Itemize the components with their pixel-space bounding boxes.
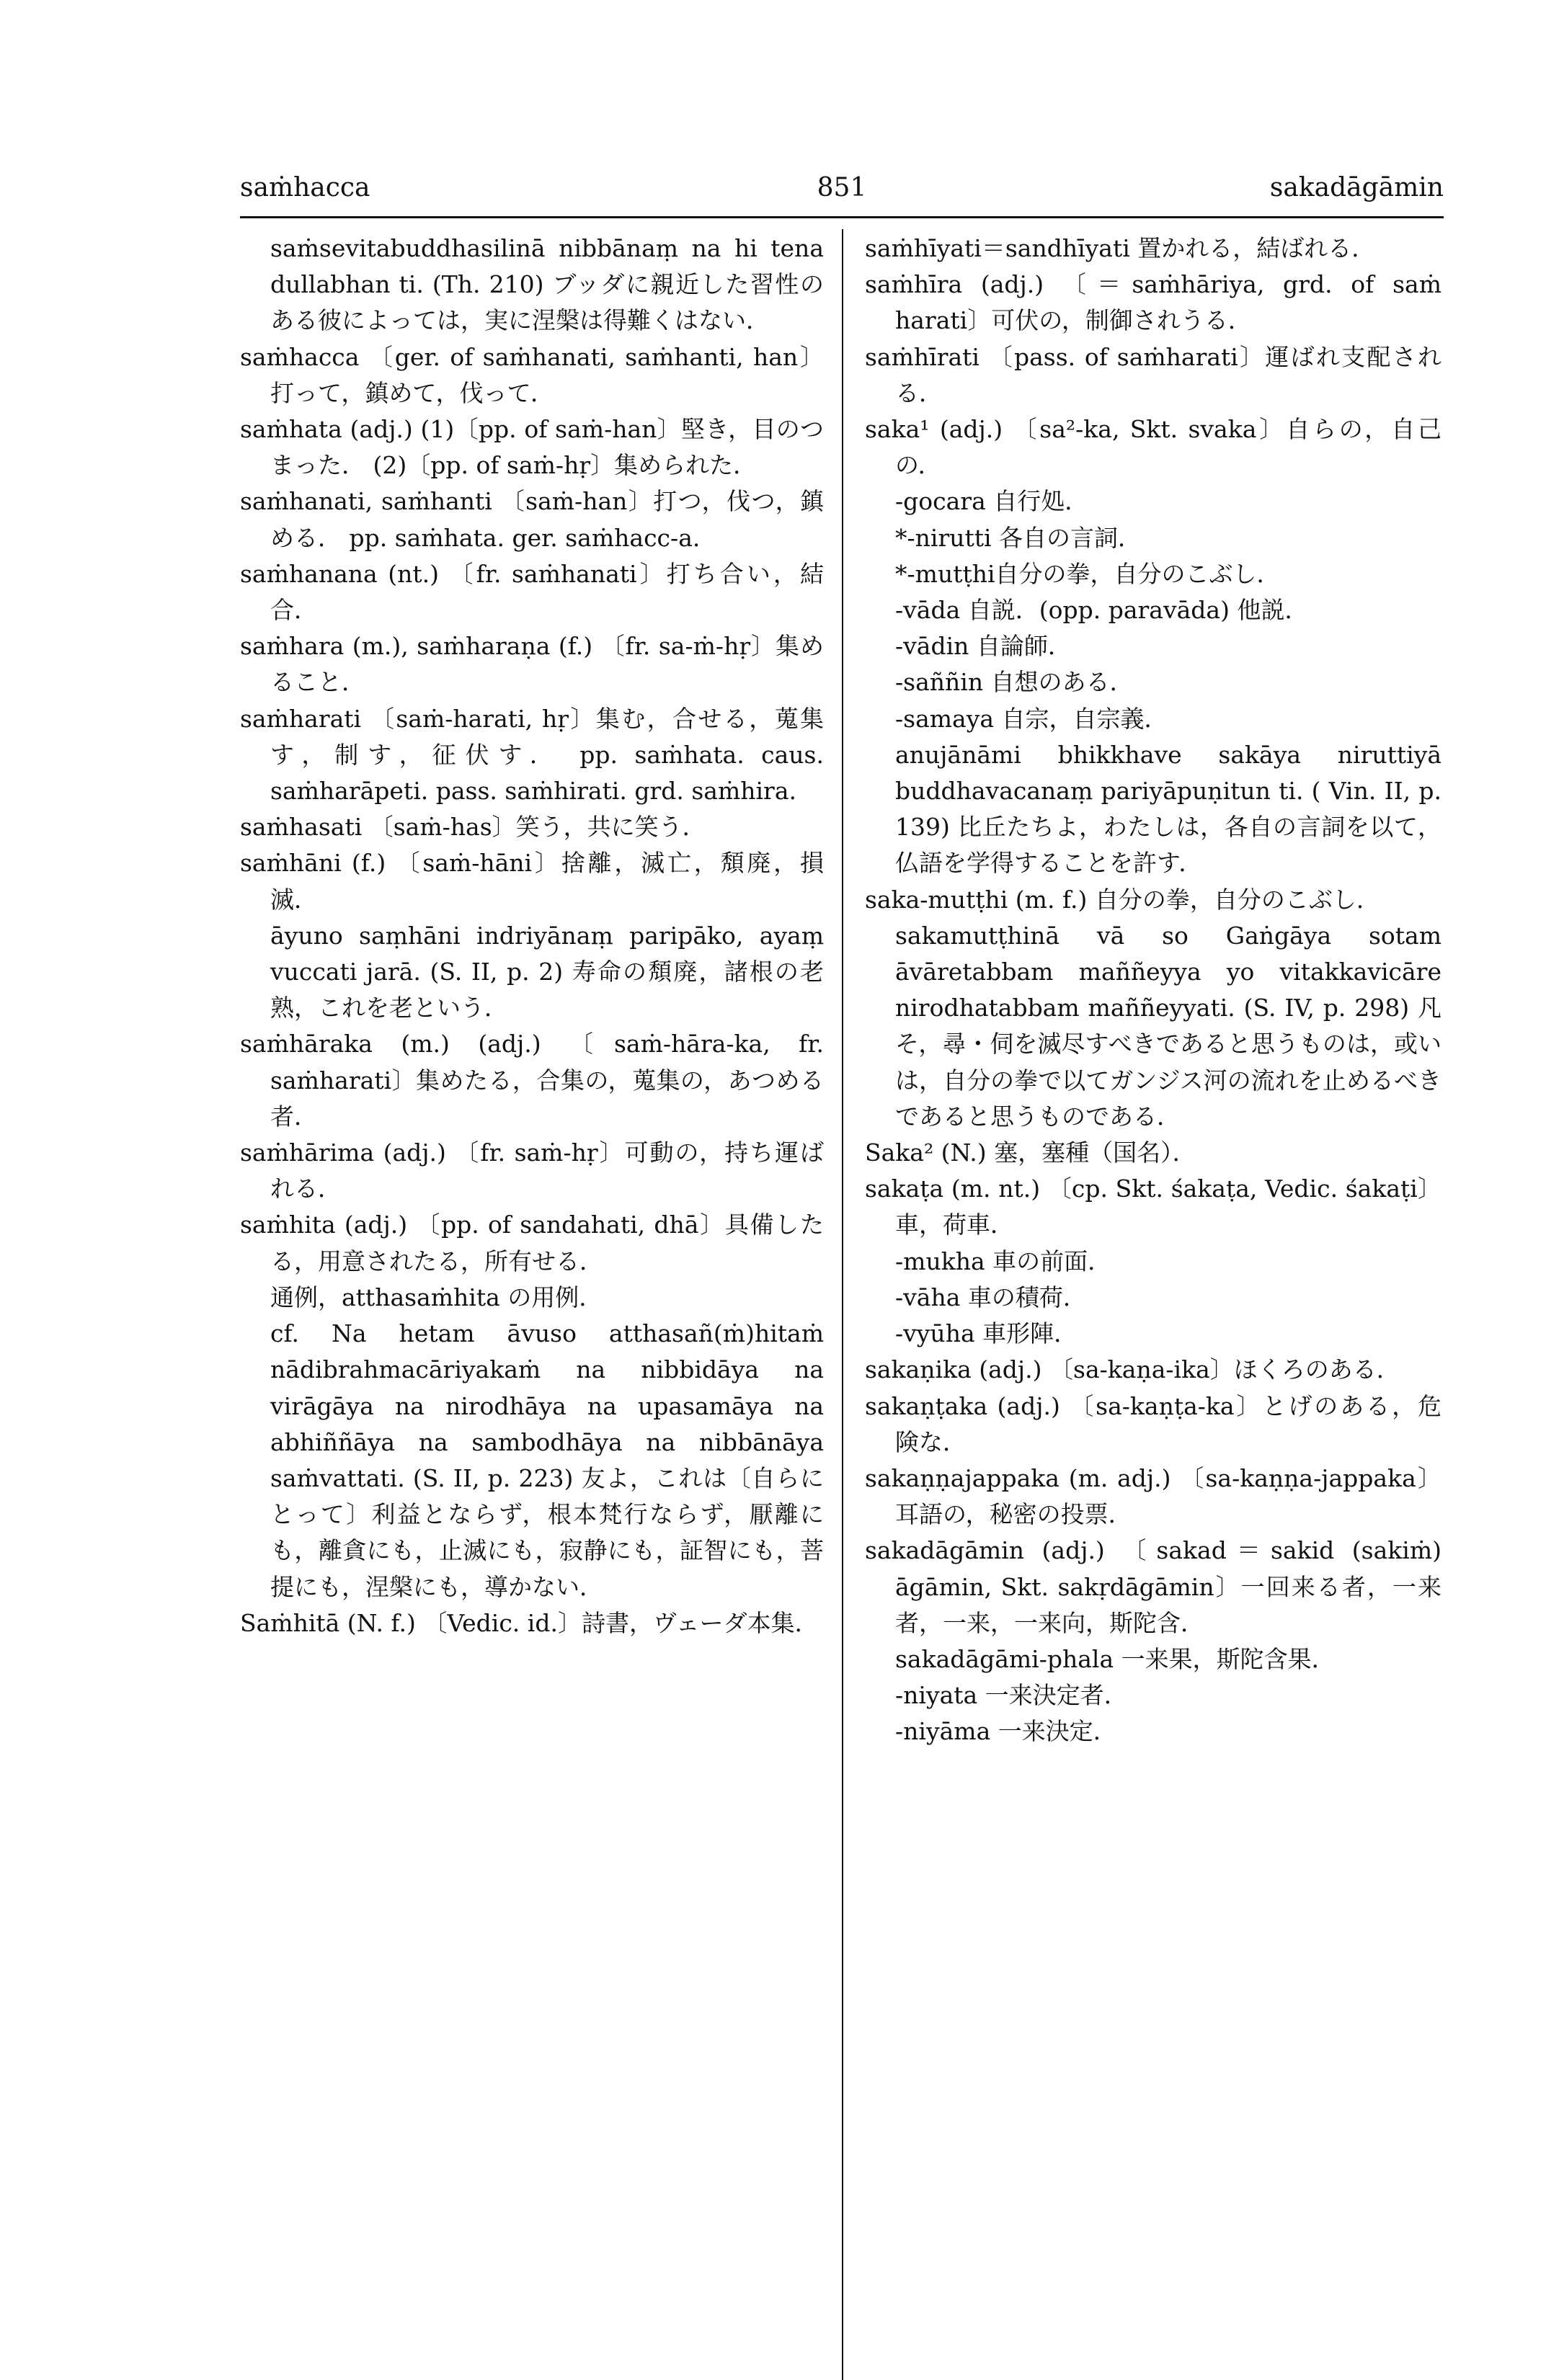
dictionary-entry	[865, 1713, 1441, 1750]
header-rule	[240, 216, 1444, 218]
dictionary-entry	[240, 556, 824, 628]
header-right-guideword: sakadāgāmin	[1269, 173, 1444, 202]
entry-text: -vādin 自論師．	[895, 632, 1072, 661]
entry-text: -mukha 車の前面．	[895, 1247, 1112, 1275]
entry-text: sakadāgāmi-phala 一来果，斯陀含果．	[895, 1644, 1336, 1673]
entry-text: 通例，atthasaṁhita の用例．	[270, 1283, 603, 1311]
entry-text: sakadāgāmin (adj.) 〔sakad＝sakid (sakiṁ) āgāmin, Skt. sakṛdāgāmin〕一回来る者，一来者，一来，一来向，斯陀含．	[865, 1536, 1441, 1637]
dictionary-entry	[865, 1171, 1441, 1243]
entry-text: saṁhita (adj.) 〔pp. of sandahati, dhā〕具備したる，用意されたる，所有せる．	[240, 1211, 824, 1275]
dictionary-entry	[865, 1316, 1441, 1352]
entry-text: -samaya 自宗，自宗義．	[895, 704, 1168, 733]
dictionary-entry	[865, 628, 1441, 664]
dictionary-entry	[240, 339, 824, 411]
entry-text: saṁhata (adj.) (1)〔pp. of saṁ-han〕堅き，目のつまった． (2)〔pp. of saṁ-hṛ〕集められた．	[240, 415, 824, 480]
dictionary-entry	[240, 1026, 824, 1135]
dictionary-entry	[240, 411, 824, 483]
dictionary-entry	[240, 918, 824, 1027]
dictionary-entry	[240, 1316, 824, 1605]
right-column	[865, 231, 1441, 1750]
entry-text: Saka² (N.) 塞，塞種（国名）．	[865, 1138, 1196, 1167]
entry-text: saka¹ (adj.) 〔sa²-ka, Skt. svaka〕自らの，自己の．	[865, 415, 1441, 480]
entry-text: saṁhanati, saṁhanti 〔saṁ-han〕打つ，伐つ，鎮める． pp. saṁhata. ger. saṁhacc-a.	[240, 487, 824, 552]
dictionary-entry	[865, 737, 1441, 882]
dictionary-entry	[865, 1641, 1441, 1677]
dictionary-entry	[865, 701, 1441, 737]
entry-text: sakaṇṇajappaka (m. adj.) 〔sa-kaṇṇa-jappaka〕耳語の，秘密の投票．	[865, 1463, 1441, 1529]
dictionary-entry	[865, 1389, 1441, 1461]
entry-text: *-mutṭhi自分の拳，自分のこぶし．	[895, 559, 1281, 588]
dictionary-entry	[865, 1280, 1441, 1316]
dictionary-entry	[240, 701, 824, 810]
entry-text: saṁhīrati 〔pass. of saṁharati〕運ばれ支配される．	[865, 342, 1441, 407]
header-left-guideword: saṁhacca	[240, 173, 370, 202]
dictionary-entry	[865, 1244, 1441, 1280]
entry-text: saṁhīra (adj.) 〔＝saṁhāriya, grd. of saṁ harati〕可伏の，制御されうる．	[865, 270, 1441, 335]
dictionary-entry	[240, 809, 824, 845]
dictionary-entry	[240, 628, 824, 700]
entry-text: Saṁhitā (N. f.) 〔Vedic. id.〕詩書，ヴェーダ本集．	[240, 1608, 819, 1637]
dictionary-entry	[240, 1605, 824, 1641]
dictionary-entry	[240, 1207, 824, 1279]
dictionary-entry	[240, 1280, 824, 1316]
dictionary-entry	[865, 592, 1441, 628]
entry-text: -niyāma 一来決定．	[895, 1717, 1117, 1746]
entry-text: anujānāmi bhikkhave sakāya niruttiyā buddhavacanaṃ pariyāpuṇitun ti. ( Vin. II, p. 139) 比丘たちよ，わたしは，各自の言詞を以て，仏語を学得することを許す．	[895, 740, 1441, 878]
dictionary-entry	[865, 1461, 1441, 1533]
entry-text: sakaṇṭaka (adj.) 〔sa-kaṇṭa-ka〕とげのある，危険な．	[865, 1391, 1441, 1456]
entry-text: saṁhacca 〔ger. of saṁhanati, saṁhanti, han〕打って，鎮めて，伐って．	[240, 342, 824, 407]
dictionary-entry	[865, 882, 1441, 918]
entry-text: *-nirutti 各自の言詞．	[895, 523, 1142, 552]
left-column	[240, 231, 824, 1641]
dictionary-entry	[865, 483, 1441, 520]
entry-text: cf. Na hetam āvuso atthasañ(ṁ)hitaṁ nādibrahmacāriyakaṁ na nibbidāya na virāgāya na nirodhāya na upasamāya na abhiññāya na sambodhāya na nibbānāya saṁvattati. (S. II, p. 223) 友よ，これは〔自らにとって〕利益とならず，根本梵行ならず，厭離にも，離貪にも，止滅にも，寂静にも，証智にも，菩提にも，涅槃にも，導かない．	[270, 1319, 824, 1601]
dictionary-entry	[865, 1352, 1441, 1388]
dictionary-entry	[240, 845, 824, 917]
entry-text: -saññin 自想のある．	[895, 668, 1134, 697]
dictionary-entry	[865, 520, 1441, 556]
entry-text: -vāha 車の積荷．	[895, 1283, 1087, 1311]
entry-text: -niyata 一来決定者．	[895, 1681, 1128, 1710]
entry-text: saṁhasati 〔saṁ-has〕笑う，共に笑う．	[240, 813, 706, 842]
page-number: 851	[817, 173, 867, 202]
entry-text: saṁhāni (f.) 〔saṁ-hāni〕捨離，滅亡，頽廃，損滅．	[240, 849, 824, 914]
entry-text: āyuno saṃhāni indriyānaṃ paripāko, ayaṃ vuccati jarā. (S. II, p. 2) 寿命の頽廃，諸根の老熟，これを老という．	[270, 921, 824, 1022]
entry-text: sakaṭa (m. nt.) 〔cp. Skt. śakaṭa, Vedic. śakaṭi〕車，荷車．	[865, 1175, 1441, 1239]
entry-text: saṁhāraka (m.) (adj.) 〔saṁ-hāra-ka, fr. saṁharati〕集めたる，合集の，蒐集の，あつめる者．	[240, 1030, 824, 1131]
dictionary-entry	[865, 556, 1441, 592]
dictionary-entry	[865, 267, 1441, 339]
entry-text: saka-mutṭhi (m. f.) 自分の拳，自分のこぶし．	[865, 885, 1380, 914]
entry-text: saṁsevitabuddhasilinā nibbānaṃ na hi tena dullabhan ti. (Th. 210) ブッダに親近した習性のある彼によっては，実に涅槃は得難くはない．	[270, 234, 824, 335]
dictionary-entry	[865, 339, 1441, 411]
entry-text: saṁhanana (nt.) 〔fr. saṁhanati〕打ち合い，結合．	[240, 559, 824, 625]
entry-text: sakamutṭhinā vā so Gaṅgāya sotam āvāretabbam maññeyya yo vitakkavicāre nirodhatabbam maññeyyati. (S. IV, p. 298) 凡そ，尋・伺を滅尽すべきであると思うものは，或いは，自分の拳で以てガンジス河の流れを止めるべきであると思うものである．	[895, 921, 1441, 1131]
dictionary-entry	[240, 231, 824, 339]
entry-text: -vyūha 車形陣．	[895, 1319, 1078, 1348]
dictionary-entry	[865, 1135, 1441, 1171]
column-divider	[842, 229, 843, 2380]
dictionary-entry	[865, 664, 1441, 700]
dictionary-entry	[240, 1135, 824, 1207]
dictionary-entry	[865, 411, 1441, 483]
entry-text: saṁhīyati＝sandhīyati 置かれる，結ばれる．	[865, 234, 1376, 262]
dictionary-entry	[240, 483, 824, 556]
dictionary-entry	[865, 1533, 1441, 1641]
dictionary-entry	[865, 918, 1441, 1135]
page-header	[240, 173, 1444, 213]
dictionary-entry	[865, 1677, 1441, 1713]
entry-text: saṁhara (m.), saṁharaṇa (f.) 〔fr. sa-ṁ-hṛ〕集めること．	[240, 632, 824, 697]
dictionary-entry	[865, 231, 1441, 267]
entry-text: -vāda 自説．(opp. paravāda) 他説．	[895, 596, 1309, 625]
entry-text: sakaṇika (adj.) 〔sa-kaṇa-ika〕ほくろのある．	[865, 1355, 1400, 1384]
entry-text: saṁharati 〔saṁ-harati, hṛ〕集む，合せる，蒐集す，制す，征伏す． pp. saṁhata. caus. saṁharāpeti. pass. saṁhirati. grd. saṁhira.	[240, 704, 824, 806]
entry-text: saṁhārima (adj.) 〔fr. saṁ-hṛ〕可動の，持ち運ばれる．	[240, 1138, 824, 1203]
entry-text: -gocara 自行処．	[895, 487, 1089, 516]
